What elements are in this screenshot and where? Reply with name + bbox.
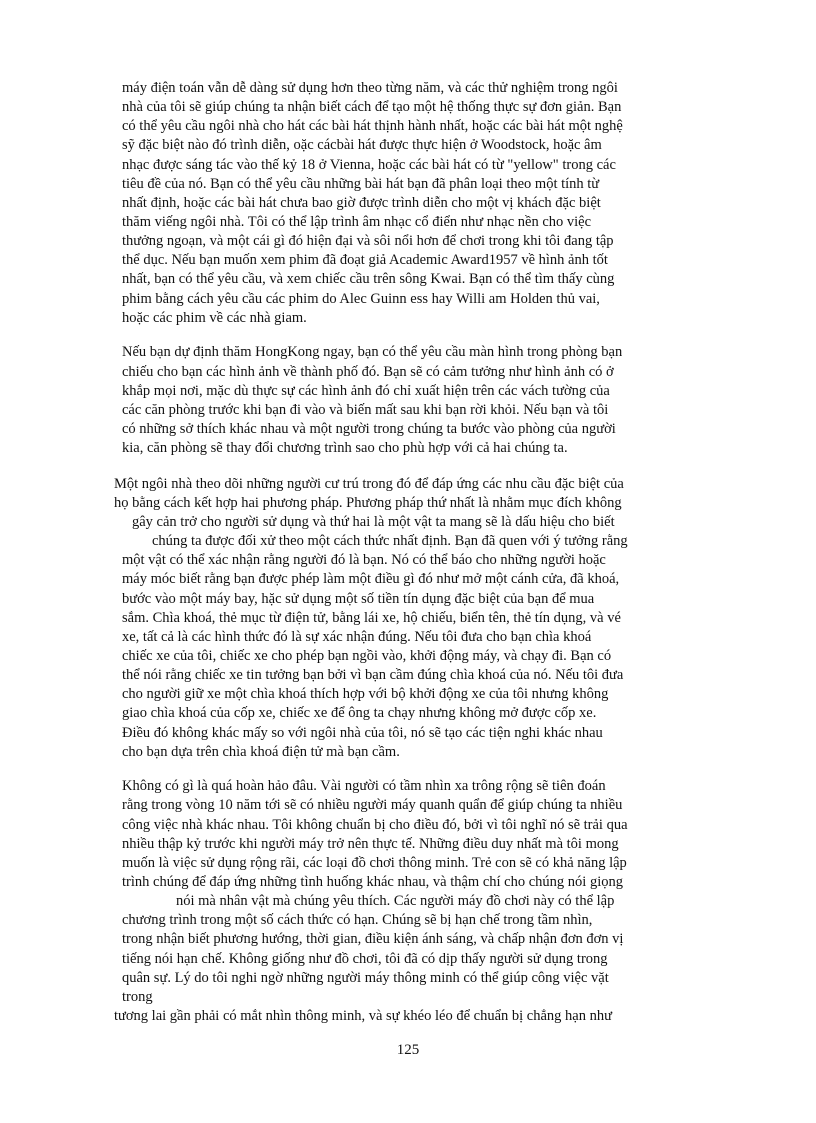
paragraph-line: thăm viếng ngôi nhà. Tôi có thể lập trình âm nhạc cổ điển như nhạc nền cho việc bbox=[122, 214, 592, 230]
paragraph-line: cho người giữ xe một chìa khoá thích hợp với bộ khởi động xe của tôi nhưng không bbox=[122, 686, 609, 703]
paragraph-line: các căn phòng trước khi bạn đi vào và biến mất sau khi bạn rời khỏi. Nếu bạn và tôi bbox=[122, 401, 609, 418]
paragraph-line: chiếc xe của tôi, chiếc xe cho phép bạn ngồi vào, khởi động máy, và chạy đi. Bạn có bbox=[122, 647, 612, 664]
paragraph-line: thể nói rằng chiếc xe tin tưởng bạn bởi vì bạn cầm đúng chìa khoá của nó. Nếu tôi đưa bbox=[122, 667, 624, 684]
paragraph-line: nhất định, hoặc các bài hát chưa bao giờ được trình diễn cho một vị khách đặc biệt bbox=[122, 194, 601, 211]
paragraph-line: Nếu bạn dự định thăm HongKong ngay, bạn có thể yêu cầu màn hình trong phòng bạn bbox=[122, 344, 623, 361]
paragraph-line: có thể yêu cầu ngôi nhà cho hát các bài hát thịnh hành nhất, hoặc các bài hát một nghệ bbox=[122, 118, 623, 135]
paragraph-line: muốn là việc sử dụng rộng rãi, các loại đồ chơi thông minh. Trẻ con sẽ có khả năng lập bbox=[122, 854, 627, 871]
paragraph-line: thưởng ngoạn, và một cái gì đó hiện đại và sôi nổi hơn để chơi trong khi tôi đang tập bbox=[122, 233, 614, 250]
paragraph-line: giao chìa khoá của cốp xe, chiếc xe để ông ta chạy nhưng không mở được cốp xe. bbox=[122, 705, 597, 722]
paragraph-line: chúng ta được đối xử theo một cách thức nhất định. Bạn đã quen với ý tưởng rằng bbox=[152, 533, 628, 550]
paragraph-line: phim bằng cách yêu cầu các phim do Alec Guinn ess hay Willi am Holden thủ vai, bbox=[122, 290, 600, 307]
paragraph-line: nhất, bạn có thể yêu cầu, và xem chiếc cầu trên sông Kwai. Bạn có thể tìm thấy cùng bbox=[122, 271, 615, 288]
paragraph-line: trong bbox=[122, 988, 153, 1005]
paragraph-line: chiếu cho bạn các hình ảnh về thành phố đó. Bạn sẽ có cảm tưởng như hình ảnh có ở bbox=[122, 363, 614, 380]
paragraph-line: quân sự. Lý do tôi nghi ngờ những người máy thông minh có thể giúp công việc vặt bbox=[122, 969, 609, 986]
paragraph-line: một vật có thể xác nhận rằng người đó là bạn. Nó có thể báo cho những người hoặc bbox=[122, 552, 606, 569]
paragraph-line: xe, tất cả là các hình thức đó là sự xác nhận đúng. Nếu tôi đưa cho bạn chìa khoá bbox=[122, 628, 592, 645]
paragraph-line: nhà của tôi sẽ giúp chúng ta nhận biết cách để tạo một hệ thống thực sự đơn giản. Bạn bbox=[122, 99, 622, 116]
paragraph-line: trong nhận biết phương hướng, thời gian, điều kiện ánh sáng, và chấp nhận đơn đơn vị bbox=[122, 931, 624, 948]
paragraph-line: Một ngôi nhà theo dõi những người cư trú trong đó để đáp ứng các nhu cầu đặc biệt của bbox=[114, 475, 624, 492]
paragraph-line: khắp mọi nơi, mặc dù thực sự các hình ảnh đó chỉ xuất hiện trên các vách tường của bbox=[122, 382, 610, 399]
paragraph-line: Điều đó không khác mấy so với ngôi nhà của tôi, nó sẽ tạo các tiện nghi khác nhau bbox=[122, 724, 603, 741]
paragraph-line: sỹ đặc biệt nào đó trình diễn, oặc cácbài hát được thực hiện ở Woodstock, hoặc âm bbox=[122, 137, 602, 154]
paragraph-line: tương lai gần phải có mắt nhìn thông minh, và sự khéo léo để chuẩn bị chẳng hạn như bbox=[114, 1008, 612, 1024]
paragraph-line: họ bằng cách kết hợp hai phương pháp. Phương pháp thứ nhất là nhằm mục đích không bbox=[114, 494, 622, 511]
paragraph-line: cho bạn dựa trên chìa khoá điện tử mà bạn cầm. bbox=[122, 743, 400, 760]
paragraph-line: thể dục. Nếu bạn muốn xem phim đã đoạt giả Academic Award1957 về hình ảnh tốt bbox=[122, 252, 608, 269]
paragraph-line: tiêu đề của nó. Bạn có thể yêu cầu những bài hát bạn đã phân loại theo một tính từ bbox=[122, 175, 600, 192]
paragraph-line: máy móc biết rằng bạn được phép làm một điều gì đó như mở một cánh cửa, đã khoá, bbox=[122, 571, 620, 588]
paragraph-line: nhạc được sáng tác vào thế kỷ 18 ở Vienna, hoặc các bài hát có từ "yellow" trong các bbox=[122, 156, 616, 173]
paragraph-line: hoặc các phim về các nhà giam. bbox=[122, 309, 307, 326]
paragraph-line: có những sở thích khác nhau và một người trong chúng ta bước vào phòng của người bbox=[122, 420, 616, 437]
paragraph-line: nhiều thập kỷ trước khi người máy trở nên thực tế. Những điều duy nhất mà tôi mong bbox=[122, 835, 619, 852]
paragraph-line: kia, căn phòng sẽ thay đổi chương trình sao cho phù hợp với cả hai chúng ta. bbox=[122, 440, 568, 457]
paragraph-line: rằng trong vòng 10 năm tới sẽ có nhiều người máy quanh quẩn để giúp chúng ta nhiều bbox=[122, 797, 623, 814]
paragraph-line: tiếng nói hạn chế. Không giống như đồ chơi, tôi đã có dịp thấy người sử dụng trong bbox=[122, 950, 608, 967]
paragraph-line: máy điện toán vẫn dễ dàng sử dụng hơn theo từng năm, và các thử nghiệm trong ngôi bbox=[122, 80, 618, 96]
paragraph-line: nói mà nhân vật mà chúng yêu thích. Các người máy đồ chơi này có thể lập bbox=[176, 893, 615, 910]
paragraph-line: chương trình trong một số cách thức có hạn. Chúng sẽ bị hạn chế trong tầm nhìn, bbox=[122, 912, 593, 929]
paragraph-line: trình chúng để đáp ứng những tình huống khác nhau, và thậm chí cho chúng nói giọng bbox=[122, 874, 623, 890]
paragraph-line: bước vào một máy bay, hặc sử dụng một số tiền tín dụng đặc biệt của bạn để mua bbox=[122, 590, 595, 607]
paragraph-line: công việc nhà khác nhau. Tôi không chuẩn bị cho điều đó, bởi vì tôi nghĩ nó sẽ trải qua bbox=[122, 816, 628, 833]
paragraph-line: sắm. Chìa khoá, thẻ mục từ điện tử, bằng lái xe, hộ chiếu, biển tên, thẻ tín dụng, và vé bbox=[122, 609, 621, 626]
page-number: 125 bbox=[396, 1042, 420, 1058]
paragraph-line: Không có gì là quá hoàn hảo đâu. Vài người có tầm nhìn xa trông rộng sẽ tiên đoán bbox=[122, 778, 606, 795]
paragraph-line: gây cản trở cho người sử dụng và thứ hai là một vật ta mang sẽ là dấu hiệu cho biết bbox=[132, 513, 615, 530]
